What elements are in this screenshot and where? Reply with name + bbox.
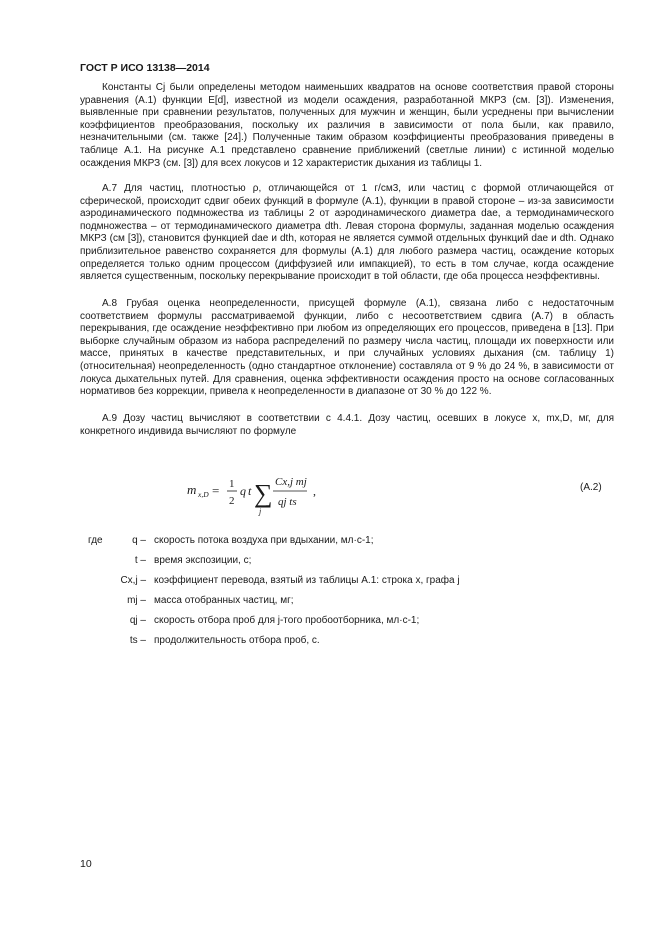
definition-symbol: mj –: [127, 595, 146, 606]
definition-text: масса отобранных частиц, мг;: [154, 595, 294, 606]
formula-label: (А.2): [580, 482, 602, 493]
definition-text: время экспозиции, с;: [154, 555, 252, 566]
definition-text: скорость потока воздуха при вдыхании, мл·с-1;: [154, 535, 374, 546]
definition-symbol: t –: [134, 555, 146, 566]
paragraph-text: А.9 Дозу частиц вычисляют в соответствии с 4.4.1. Дозу частиц, осевших в локусе x, mx,D, мг, для конкретного индивида вычисляют по формуле: [80, 413, 614, 437]
paragraph-text: А.7 Для частиц, плотностью ρ, отличающейся от 1 г/см3, или частиц с формой отличающейся от сферической, происходит сдвиг обеих функций в формуле (А.1), функции в правой стороне – из-за зависимости аэродинамического подмножества из таблицы 2 от аэродинамического диаметра dae, а термодинамического подмножества – от термодинамического диаметра dth. Левая сторона формулы, заданная моделью осаждения МКРЗ (см [3]), становится функцией dae и dth, которая не является суммой отдельных функций dae и dth. Однако приблизительное равенство сохраняется для формулы (А.1) для любого размера частиц, осаждение которых определяется только одним процессом (диффузией или импакцией), то есть в том случае, когда осаждение является существенным, поскольку перекрывание происходит в той области, где оба процесса неэффективны.: [80, 183, 614, 283]
definition-symbol: ts –: [129, 635, 146, 646]
definition-symbol: Cx,j –: [120, 575, 146, 586]
definition-symbol: qj –: [129, 615, 146, 626]
definition-text: продолжительность отбора проб, с.: [154, 635, 320, 646]
formula-comma: ,: [313, 484, 316, 498]
paragraph-a9: [80, 413, 614, 438]
formula-half-num: 1: [229, 478, 235, 490]
formula-equals: =: [212, 483, 220, 498]
page-number: 10: [80, 858, 92, 870]
paragraph-text: А.8 Грубая оценка неопределенности, присущей формуле (А.1), связана либо с недостаточным соответствием формулы рассматриваемой функции, либо с несоответствием сдвига (А.7) в область перекрывания, где осаждение неэффективно при любом из определяющих его процессов, приведена в [13]. При выборке случайным образом из набора распределений по размеру числа частиц, площади их поверхности или массе, принятых в качестве представительных, и при случайных условиях дыхания (см. таблицу 1) (относительная) неопределенность (одно стандартное отклонение) составляла от 9 % до 24 %, в зависимости от локуса дыхательных путей. Для сравнения, оценка эффективности осаждения просто на основе согласованных нормативов без коррекции, привела к неопределенности в диапазоне от 30 % до 122 %.: [80, 298, 614, 398]
formula-a2: [0, 470, 661, 520]
formula-denominator: qj ts: [278, 496, 297, 508]
formula-sum-index: j: [259, 507, 262, 516]
where-word: где: [88, 535, 103, 546]
paragraph-a8: [80, 298, 614, 399]
formula-half-den: 2: [229, 495, 235, 507]
definition-text: коэффициент перевода, взятый из таблицы А.1: строка x, графа j: [154, 575, 460, 586]
formula-lhs-sub: x,D: [198, 490, 209, 499]
sum-symbol: ∑: [254, 479, 273, 508]
formula-lhs: m: [187, 482, 197, 497]
definition-symbol: q –: [132, 535, 146, 546]
formula-t: t: [248, 484, 252, 498]
document-header: ГОСТ Р ИСО 13138—2014: [80, 62, 210, 74]
formula-q: q: [240, 484, 246, 498]
formula-numerator: Cx,j mj: [275, 476, 307, 488]
paragraph-constants: [80, 82, 614, 170]
paragraph-text: Константы Cj были определены методом наименьших квадратов на основе соответствия правой стороны уравнения (А.1) функции E[d], известной из модели осаждения, разработанной МКРЗ (см. [3]). Изменения, выявленные при сравнении результатов, полученных для мужчин и женщин, были усреднены при вычислении коэффициентов преобразования, поскольку их различия в зависимости от пола были, как правило, незначительными (см. также [24].) Полученные таким образом коэффициенты преобразования приведены в таблице А.1. На рисунке А.1 представлено сравнение приближений (светлые линии) с истинной моделью осаждения МКРЗ (см. [3]) для всех локусов и 12 характеристик дыхания из таблицы 1.: [80, 82, 614, 169]
paragraph-a7: [80, 183, 614, 284]
definition-text: скорость отбора проб для j-того пробоотборника, мл·с-1;: [154, 615, 420, 626]
